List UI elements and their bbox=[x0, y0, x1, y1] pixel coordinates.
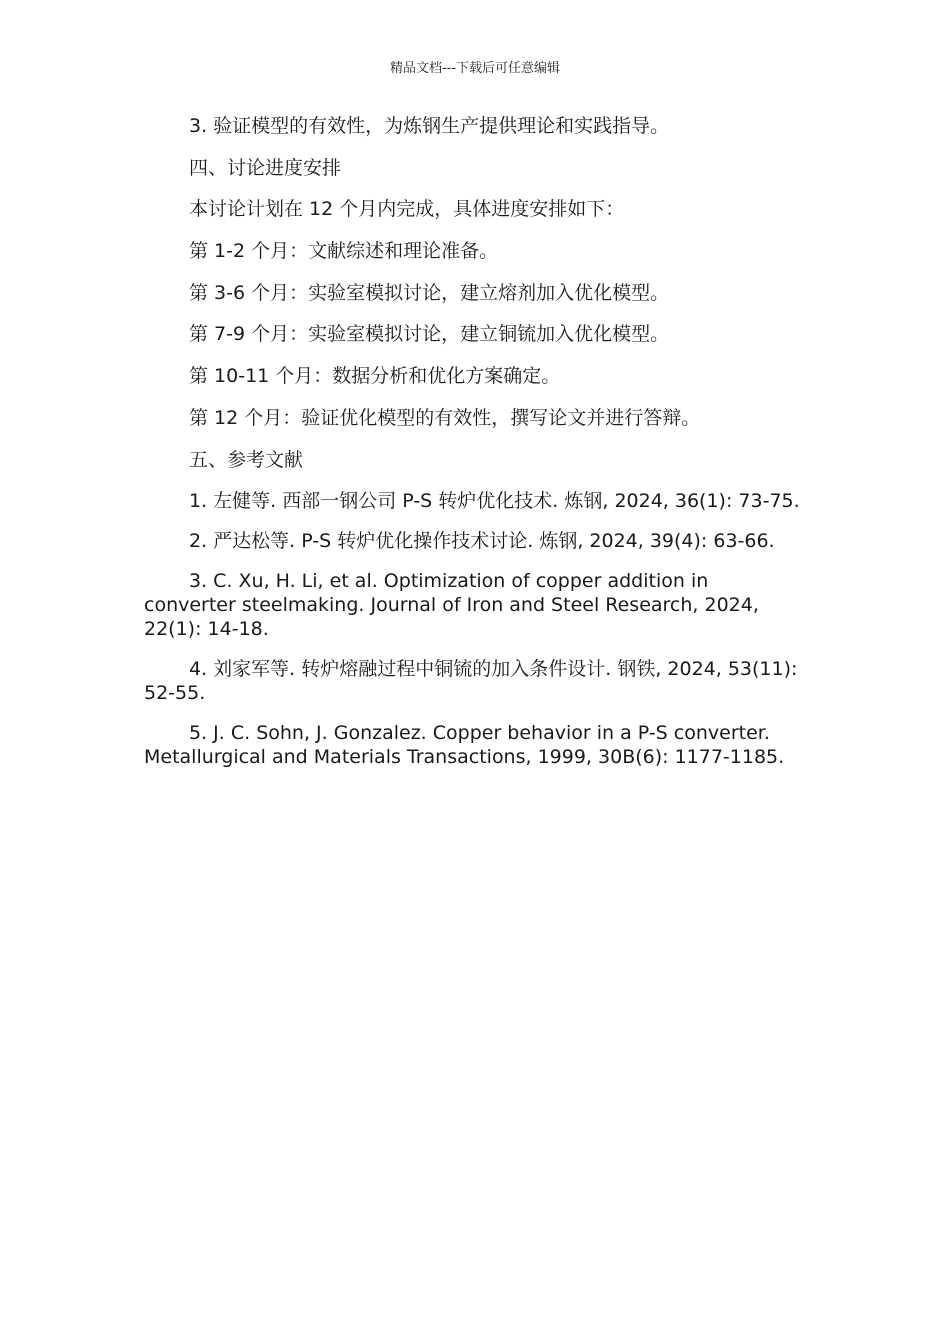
schedule-item: 第 7-9 个月：实验室模拟讨论，建立铜锍加入优化模型。 bbox=[189, 323, 670, 346]
reference-item: 5. J. C. Sohn, J. Gonzalez. Copper behavior in a P-S converter. Metallurgical and Materials Transactions, 1999, 30B(6): 1177-1185. bbox=[144, 722, 785, 769]
reference-item: 1. 左健等. 西部一钢公司 P-S 转炉优化技术. 炼钢, 2024, 36(1): 73-75. bbox=[189, 490, 800, 513]
section-heading-schedule: 四、讨论进度安排 bbox=[189, 156, 342, 179]
section-heading-references: 五、参考文献 bbox=[189, 448, 304, 471]
schedule-item: 第 10-11 个月：数据分析和优化方案确定。 bbox=[189, 365, 561, 388]
schedule-item: 第 12 个月：验证优化模型的有效性，撰写论文并进行答辩。 bbox=[189, 406, 701, 429]
schedule-item: 第 1-2 个月：文献综述和理论准备。 bbox=[189, 240, 499, 263]
reference-item: 4. 刘家军等. 转炉熔融过程中铜锍的加入条件设计. 钢铁, 2024, 53(11): 52-55. bbox=[144, 658, 798, 705]
reference-item: 3. C. Xu, H. Li, et al. Optimization of copper addition in converter steelmaking. Journal of Iron and Steel Research, 2024, 22(1): 14-18. bbox=[144, 570, 759, 641]
schedule-intro: 本讨论计划在 12 个月内完成，具体进度安排如下： bbox=[189, 198, 625, 221]
document-body bbox=[144, 114, 800, 785]
schedule-item: 第 3-6 个月：实验室模拟讨论，建立熔剂加入优化模型。 bbox=[189, 281, 670, 304]
reference-item: 2. 严达松等. P-S 转炉优化操作技术讨论. 炼钢, 2024, 39(4): 63-66. bbox=[189, 530, 775, 553]
objective-item-3: 3. 验证模型的有效性，为炼钢生产提供理论和实践指导。 bbox=[189, 115, 670, 137]
page-header: 精品文档---下载后可任意编辑 bbox=[389, 61, 561, 76]
